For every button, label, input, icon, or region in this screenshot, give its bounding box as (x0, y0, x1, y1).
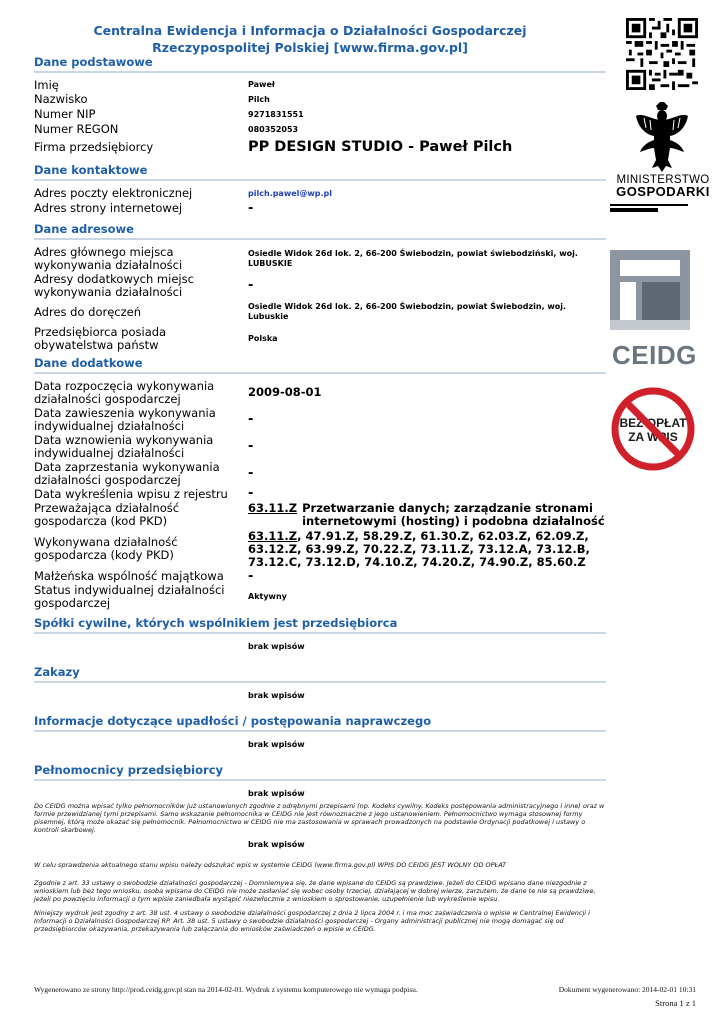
value-suspend-date: - (248, 411, 254, 427)
value-email-link[interactable]: pilch.pawel@wp.pl (248, 188, 332, 198)
label-start-date: Data rozpoczęcia wykonywania działalności gospodarczej (34, 378, 215, 406)
value-delivery-address: Osiedle Widok 26d lok. 2, 66-200 Świebodzin, powiat Świebodzin, woj. Lubuskie (248, 302, 567, 321)
value-extra-addresses: - (248, 277, 254, 293)
note-art38: Niniejszy wydruk jest zgodny z art. 38 ust. 4 ustawy o swobodzie działalności gospodarczej z dnia 2 lipca 2004 r. i ma moc zaświadczenia o wpisie w Centralnej Ewidencji i Informacji o Działalności Gospodarczej RP. Art. 38 ust. 5 ustawy o swobodzie działalności gospodarczej - Organy administracji publicznej nie mogą domagać się od przedsiębiorców okazywania, przekazywania lub załączania do wniosków zaświadczeń o wpisie w CEIDG. (34, 909, 590, 933)
row-main-address (34, 245, 606, 272)
section-contact-title: Dane kontaktowe (34, 163, 606, 181)
value-main-address: Osiedle Widok 26d lok. 2, 66-200 Świebodzin, powiat świebodziński, woj. LUBUSKIE (248, 248, 578, 268)
value-nip: 9271831551 (248, 109, 304, 119)
row-resume-date (34, 433, 606, 460)
label-email: Adres poczty elektronicznej (34, 186, 193, 200)
nofee-text-line-2: ZA WPIS (628, 430, 678, 444)
label-main-address: Adres głównego miejsca wykonywania działalności (34, 244, 183, 272)
label-marital: Małżeńska wspólność majątkowa (34, 569, 224, 583)
qr-code-icon (626, 18, 698, 90)
label-delivery-address: Adres do doręczeń (34, 304, 142, 319)
label-suspend-date: Data zawieszenia wykonywania indywidualnej działalności (34, 405, 216, 433)
label-regon: Numer REGON (34, 122, 119, 136)
bankruptcy-empty: brak wpisów (248, 740, 305, 749)
label-citizenship: Przedsiębiorca posiada obywatelstwa państw (34, 324, 167, 352)
row-pkd-codes (34, 529, 606, 569)
row-start-date (34, 379, 606, 406)
value-status: Aktywny (248, 592, 287, 601)
row-delete-date (34, 487, 606, 501)
footer-generated-from: Wygenerowano ze strony http://prod.ceidg.gov.pl stan na 2014-02-01. Wydruk z systemu komputerowego nie wymaga podpisu. (34, 985, 418, 994)
row-website (34, 201, 606, 216)
section-bankruptcy-title: Informacje dotyczące upadłości / postępowania naprawczego (34, 714, 606, 732)
row-company-name (34, 137, 606, 157)
row-citizenship (34, 325, 606, 352)
label-status: Status indywidualnej działalności gospodarczej (34, 583, 225, 610)
no-fee-badge-icon (610, 386, 696, 472)
label-last-name: Nazwisko (34, 92, 88, 106)
row-end-date (34, 460, 606, 487)
label-company-name: Firma przedsiębiorcy (34, 139, 154, 154)
main-content (34, 55, 606, 939)
label-pkd-codes: Wykonywana działalność gospodarcza (kody PKD) (34, 535, 178, 562)
proxies-empty-2: brak wpisów (248, 840, 305, 849)
row-main-pkd (34, 501, 606, 529)
value-company-name: PP DESIGN STUDIO - Paweł Pilch (248, 139, 513, 155)
ministry-divider (610, 204, 688, 206)
note-verify: W celu sprawdzenia aktualnego stanu wpisu należy odszukać wpis w systemie CEIDG (www.firma.gov.pl) WPIS DO CEIDG JEST WOLNY OD OPŁAT (34, 861, 507, 869)
partnerships-empty: brak wpisów (248, 642, 305, 651)
row-first-name (34, 78, 606, 92)
value-website: - (248, 200, 254, 216)
section-address-title: Dane adresowe (34, 222, 606, 240)
main-pkd-description: Przetwarzanie danych; zarządzanie stronami internetowymi (hosting) i podobna działalność (302, 501, 605, 528)
value-marital: - (248, 568, 254, 584)
bans-empty: brak wpisów (248, 691, 305, 700)
value-start-date: 2009-08-01 (248, 385, 322, 399)
row-suspend-date (34, 406, 606, 433)
value-first-name: Paweł (248, 80, 275, 89)
row-extra-addresses (34, 272, 606, 299)
section-bans-title: Zakazy (34, 665, 606, 683)
nofee-text-line-1: BEZ OPŁAT (619, 416, 687, 430)
value-delete-date: - (248, 486, 254, 501)
label-first-name: Imię (34, 77, 59, 92)
pkd-code-link[interactable]: 63.11.Z (248, 528, 298, 543)
pkd-codes-rest: , 47.91.Z, 58.29.Z, 61.30.Z, 62.03.Z, 62.09.Z, 63.12.Z, 63.99.Z, 70.22.Z, 73.11.Z, 73.12.A, 73.12.B, 73.12.C, 73.12.D, 74.10.Z, 74.20.Z, 74.90.Z, 85.60.Z (248, 528, 590, 569)
label-delete-date: Data wykreślenia wpisu z rejestru (34, 486, 228, 501)
value-resume-date: - (248, 438, 254, 454)
note-art33: Zgodnie z art. 33 ustawy o swobodzie działalności gospodarczej - Domniemywa się, że dane wpisane do CEIDG są prawdziwe. Jeżeli do CEIDG wpisano dane niezgodnie z wnioskiem lub bez tego wniosku, osoba wpisana do CEIDG nie może zasłaniać się wobec osoby trzeciej, działającej w dobrej wierze, zarzutem, że dane te nie są prawdziwe, jeżeli po powzięciu informacji o tym wpisie zaniedbała wystąpić niezwłocznie z wnioskiem o sprostowanie, uzupełnienie lub wykreślenie wpisu. (34, 879, 596, 903)
ceidg-logo-text: CEIDG (612, 340, 697, 370)
proxies-empty: brak wpisów (248, 789, 305, 798)
section-basic-title: Dane podstawowe (34, 55, 606, 73)
row-marital (34, 569, 606, 584)
row-regon (34, 122, 606, 137)
section-proxies-title: Pełnomocnicy przedsiębiorcy (34, 763, 606, 781)
main-pkd-code-link[interactable]: 63.11.Z (248, 501, 298, 515)
label-nip: Numer NIP (34, 107, 96, 121)
document-header (30, 22, 590, 56)
row-delivery-address (34, 299, 606, 325)
note-proxies: Do CEIDG można wpisać tylko pełnomocników już ustanowionych zgodnie z odrębnymi przepisami (np. Kodeks cywilny, Kodeks postępowania administracyjnego i inne) oraz w formie przewidzianej tymi przepisami. Samo wskazanie pełnomocnika w CEIDG nie jest równoznaczne z jego ustanowieniem. Pełnomocnictwo wymaga stosownej formy pisemnej, którą może okazać się pełnomocnik. Pełnomocnictwo w CEIDG nie ma zastosowania w sprawach prowadzonych na podstawie Ordynacji podatkowej i ustawy o kontroli skarbowej. (34, 802, 605, 834)
header-line-2: Rzeczypospolitej Polskiej [www.firma.gov.pl] (152, 40, 468, 55)
row-status (34, 584, 606, 610)
ministry-line-1: MINISTERSTWO (616, 174, 710, 186)
value-end-date: - (248, 465, 254, 481)
ministry-logo (608, 174, 718, 198)
row-last-name (34, 92, 606, 107)
footer-generated-date: Dokument wygenerowano: 2014-02-01 10:31 (558, 985, 696, 994)
row-email (34, 186, 606, 201)
ministry-divider-short (610, 208, 658, 212)
section-partnerships-title: Spółki cywilne, których wspólnikiem jest przedsiębiorca (34, 616, 606, 634)
label-end-date: Data zaprzestania wykonywania działalności gospodarczej (34, 459, 220, 487)
polish-eagle-icon (634, 102, 690, 172)
ministry-line-2: GOSPODARKI (616, 184, 710, 199)
header-line-1: Centralna Ewidencja i Informacja o Działalności Gospodarczej (93, 23, 527, 38)
ceidg-logo-icon (610, 250, 690, 330)
value-last-name: Pilch (248, 94, 270, 104)
label-resume-date: Data wznowienia wykonywania indywidualnej działalności (34, 432, 214, 460)
footer-page-number: Strona 1 z 1 (655, 998, 696, 1008)
value-main-pkd (248, 502, 606, 528)
label-main-pkd: Przeważająca działalność gospodarcza (kod PKD) (34, 501, 180, 528)
row-nip (34, 107, 606, 122)
label-website: Adres strony internetowej (34, 201, 183, 215)
value-pkd-codes (248, 530, 606, 569)
label-extra-addresses: Adresy dodatkowych miejsc wykonywania działalności (34, 271, 194, 299)
section-extra-title: Dane dodatkowe (34, 356, 606, 374)
value-regon: 080352053 (248, 124, 299, 134)
value-citizenship: Polska (248, 333, 278, 343)
